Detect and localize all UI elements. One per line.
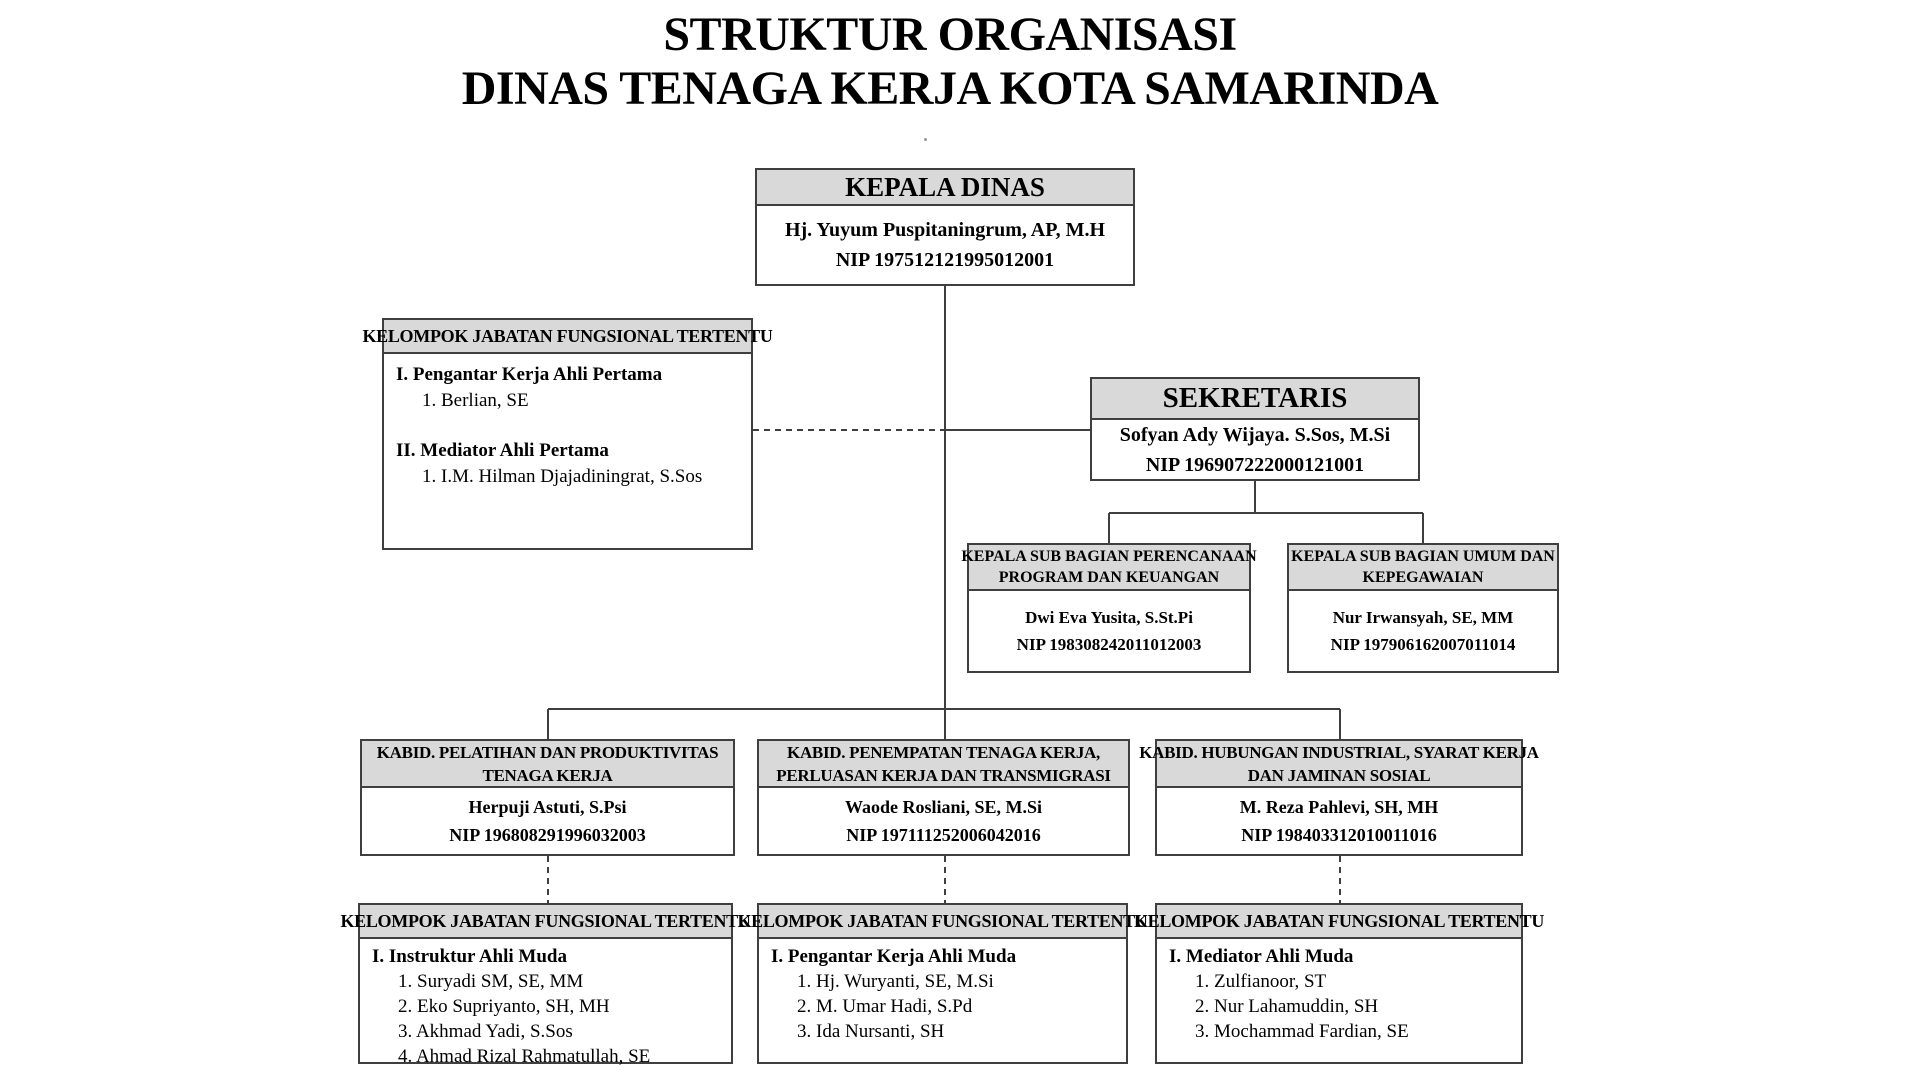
functional-group-member: 3. Mochammad Fardian, SE bbox=[1195, 1021, 1409, 1042]
node-fungsional-pusat-list bbox=[384, 354, 751, 548]
title-line: KELOMPOK JABATAN FUNGSIONAL TERTENTU bbox=[340, 910, 751, 931]
functional-group-heading: I. Pengantar Kerja Ahli Pertama bbox=[396, 364, 663, 385]
node-fungsional-penempatan-list bbox=[759, 939, 1126, 1062]
node-fungsional-pelatihan-title bbox=[340, 905, 751, 939]
node-kabid-hubungan-title bbox=[1139, 741, 1539, 788]
node-subbag-umum-title bbox=[1289, 545, 1557, 591]
node-kabid-pelatihan-person bbox=[362, 788, 733, 854]
functional-group-heading: II. Mediator Ahli Pertama bbox=[396, 440, 609, 461]
person-nip: NIP 197111252006042016 bbox=[846, 825, 1041, 845]
person-nip: NIP 196907222000121001 bbox=[1145, 454, 1365, 476]
title-line: SEKRETARIS bbox=[1162, 382, 1348, 414]
person-name: Herpuji Astuti, S.Psi bbox=[468, 797, 627, 817]
node-kabid-penempatan-title bbox=[759, 741, 1128, 788]
node-subbag-perencanaan-person bbox=[969, 591, 1249, 671]
functional-group-member: 2. Eko Supriyanto, SH, MH bbox=[398, 996, 610, 1017]
title-line: TENAGA KERJA bbox=[482, 765, 613, 785]
functional-group-heading: I. Pengantar Kerja Ahli Muda bbox=[771, 946, 1017, 967]
page-title-line-1: STRUKTUR ORGANISASI bbox=[663, 8, 1237, 61]
node-fungsional-pusat bbox=[362, 318, 773, 550]
person-nip: NIP 198308242011012003 bbox=[1016, 635, 1202, 654]
person-name: Dwi Eva Yusita, S.St.Pi bbox=[1025, 608, 1193, 627]
node-fungsional-hubungan bbox=[1133, 903, 1545, 1064]
title-line: KEPALA DINAS bbox=[845, 171, 1045, 202]
node-sekretaris-title bbox=[1092, 379, 1418, 420]
node-kabid-penempatan bbox=[757, 739, 1130, 856]
page-title-line-2: DINAS TENAGA KERJA KOTA SAMARINDA bbox=[461, 62, 1439, 115]
title-line: DAN JAMINAN SOSIAL bbox=[1247, 765, 1431, 785]
title-line: KEPALA SUB BAGIAN UMUM DAN bbox=[1291, 548, 1555, 565]
node-subbag-umum bbox=[1287, 543, 1559, 673]
functional-group-member: 1. Berlian, SE bbox=[422, 390, 529, 411]
node-kabid-pelatihan-title bbox=[362, 741, 733, 788]
node-fungsional-pusat-title bbox=[362, 320, 773, 354]
node-fungsional-penempatan bbox=[737, 903, 1148, 1064]
functional-group-member: 1. Hj. Wuryanti, SE, M.Si bbox=[797, 971, 994, 992]
person-name: M. Reza Pahlevi, SH, MH bbox=[1239, 797, 1439, 817]
functional-group-heading: I. Mediator Ahli Muda bbox=[1169, 946, 1354, 967]
node-kabid-hubungan-person bbox=[1157, 788, 1521, 854]
person-nip: NIP 197906162007011014 bbox=[1330, 635, 1516, 654]
node-sekretaris-person bbox=[1092, 420, 1418, 480]
title-line: KEPALA SUB BAGIAN PERENCANAAN bbox=[961, 548, 1257, 565]
functional-group-member: 3. Akhmad Yadi, S.Sos bbox=[398, 1021, 573, 1042]
node-kepala-dinas bbox=[755, 168, 1135, 286]
node-sekretaris bbox=[1090, 377, 1420, 481]
node-fungsional-hubungan-title bbox=[1133, 905, 1545, 939]
functional-group-member: 2. Nur Lahamuddin, SH bbox=[1195, 996, 1379, 1017]
node-kepala-dinas-title bbox=[757, 170, 1133, 206]
title-line: PROGRAM DAN KEUANGAN bbox=[998, 569, 1220, 586]
functional-group-member: 3. Ida Nursanti, SH bbox=[797, 1021, 945, 1042]
artifact-dot bbox=[924, 138, 927, 141]
node-subbag-perencanaan-title bbox=[961, 545, 1257, 591]
node-subbag-umum-person bbox=[1289, 591, 1557, 671]
functional-group-member: 1. Zulfianoor, ST bbox=[1195, 971, 1327, 992]
node-subbag-perencanaan bbox=[961, 543, 1257, 673]
functional-group-member: 1. I.M. Hilman Djajadiningrat, S.Sos bbox=[422, 466, 703, 487]
node-fungsional-hubungan-list bbox=[1157, 939, 1521, 1062]
node-fungsional-pelatihan bbox=[340, 903, 751, 1067]
functional-group-member: 4. Ahmad Rizal Rahmatullah, SE bbox=[398, 1046, 651, 1067]
functional-group-member: 1. Suryadi SM, SE, MM bbox=[398, 971, 584, 992]
node-fungsional-pelatihan-list bbox=[360, 939, 731, 1074]
node-fungsional-penempatan-title bbox=[737, 905, 1148, 939]
node-kabid-pelatihan bbox=[360, 739, 735, 856]
person-name: Waode Rosliani, SE, M.Si bbox=[844, 797, 1043, 817]
person-nip: NIP 197512121995012001 bbox=[835, 249, 1055, 271]
node-kabid-hubungan bbox=[1139, 739, 1539, 856]
node-kepala-dinas-person bbox=[757, 206, 1133, 284]
person-name: Sofyan Ady Wijaya. S.Sos, M.Si bbox=[1119, 424, 1391, 446]
title-line: KABID. HUBUNGAN INDUSTRIAL, SYARAT KERJA bbox=[1139, 742, 1539, 762]
title-line: KABID. PELATIHAN DAN PRODUKTIVITAS bbox=[376, 742, 719, 762]
person-name: Hj. Yuyum Puspitaningrum, AP, M.H bbox=[784, 219, 1106, 241]
person-name: Nur Irwansyah, SE, MM bbox=[1332, 608, 1514, 627]
title-line: KEPEGAWAIAN bbox=[1362, 569, 1484, 586]
node-kabid-penempatan-person bbox=[759, 788, 1128, 854]
title-line: KELOMPOK JABATAN FUNGSIONAL TERTENTU bbox=[1133, 910, 1545, 931]
functional-group-heading: I. Instruktur Ahli Muda bbox=[372, 946, 567, 967]
functional-group-member: 2. M. Umar Hadi, S.Pd bbox=[797, 996, 973, 1017]
person-nip: NIP 198403312010011016 bbox=[1241, 825, 1437, 845]
title-line: KELOMPOK JABATAN FUNGSIONAL TERTENTU bbox=[737, 910, 1148, 931]
title-line: KABID. PENEMPATAN TENAGA KERJA, bbox=[787, 742, 1100, 762]
person-nip: NIP 196808291996032003 bbox=[449, 825, 646, 845]
title-line: PERLUASAN KERJA DAN TRANSMIGRASI bbox=[776, 765, 1111, 785]
title-line: KELOMPOK JABATAN FUNGSIONAL TERTENTU bbox=[362, 325, 773, 346]
